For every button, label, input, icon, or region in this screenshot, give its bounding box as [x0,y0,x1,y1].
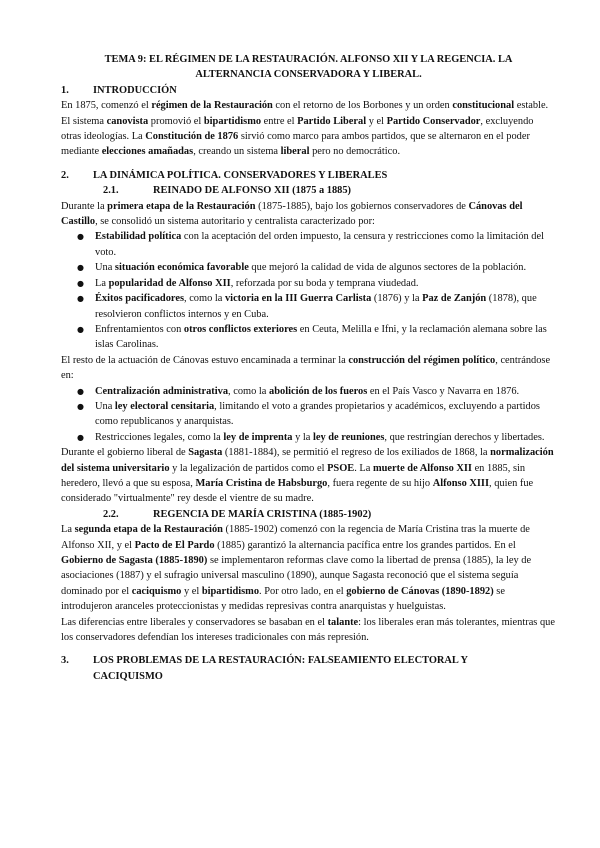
bold-term: ley electoral censitaria [114,400,215,412]
bold-term: Paz de Zanjón [422,293,487,305]
title-line-2: ALTERNANCIA CONSERVADORA Y LIBERAL. [195,69,422,81]
bold-term: ley de reuniones [312,431,385,443]
bold-term: elecciones amañadas [101,146,194,158]
section-2-heading [61,168,556,183]
bold-term: ley de imprenta [223,431,293,443]
subsection-2-2-paragraph-2: Las diferencias entre liberales y conservadores se basaban en el talante: los liberales eran más tolerantes, mientras que los conservadores defendían los intereses tradicionales con más represión. [61,616,555,644]
bold-term: victoria en la III Guerra Carlista [224,293,372,305]
characteristics-list [61,229,556,352]
subsection-2-2-heading [61,507,556,522]
bold-term: PSOE [327,462,355,474]
bold-term: Éxitos pacificadores [95,293,184,305]
list-item: ● Estabilidad política con la aceptación del orden impuesto, la censura y restricciones como la limitación del voto. [61,229,556,260]
section-3-title [93,653,468,684]
subsection-2-1-intro: Durante la primera etapa de la Restauración (1875-1885), bajo los gobiernos conservadores de Cánovas del Castillo, se consolidó un sistema autoritario y centralista caracterizado por: [61,200,523,228]
bold-term: muerte de Alfonso XII [372,462,472,474]
bold-term: María Cristina de Habsburgo [195,477,328,489]
section-3-heading [61,653,556,684]
bold-term: bipartidismo [203,115,262,127]
section-3-number: 3. [61,655,69,667]
section-1-heading [61,83,556,98]
bold-term: caciquismo [131,585,182,597]
list-item: ● Una ley electoral censitaria, limitando el voto a grandes propietarios y académicos, excluyendo a partidos como republicanos y anarquistas. [61,399,556,430]
subsection-2-1-heading [61,183,556,198]
subsection-2-2-title: REGENCIA DE MARÍA CRISTINA (1885-1902) [153,508,372,520]
bold-term: liberal [280,146,310,158]
subsection-2-1-number: 2.1. [103,185,119,197]
list-item: ● La popularidad de Alfonso XII, reforzada por su boda y temprana viudedad. [61,276,556,291]
section-2-number: 2. [61,169,69,181]
section-1-paragraph: En 1875, comenzó el régimen de la Restauración con el retorno de los Borbones y un orden constitucional estable. El sistema canovista promovió el bipartidismo entre el Partido Liberal y el Partido Conservador, excluyendo otras ideologías. La Constitución de 1876 sirvió como marco para ambos partidos, que se alternaron en el poder mediante elecciones amañadas, creando un sistema liberal pero no democrático. [61,100,549,158]
bold-term: popularidad de Alfonso XII [108,277,231,289]
bold-term: abolición de los fueros [269,385,368,397]
bold-term: Cánovas del Castillo [61,200,523,228]
bold-term: talante [327,616,359,628]
document-title [61,52,556,83]
bold-term: bipartidismo [201,585,260,597]
bold-term: segunda etapa de la Restauración [74,524,223,536]
bold-term: Gobierno de Sagasta (1885-1890) [61,555,208,566]
section-2-title: LA DINÁMICA POLÍTICA. CONSERVADORES Y LIBERALES [93,169,388,181]
bold-term: Estabilidad política [95,231,182,243]
bold-term: otros conflictos exteriores [183,323,298,335]
bold-term: Centralización administrativa [95,385,229,397]
section-1-title: INTRODUCCIÓN [93,84,177,96]
subsection-2-1-mid: El resto de la actuación de Cánovas estuvo encaminada a terminar la construcción del régimen político, centrándose en: [61,354,551,382]
section-3-title-line-1: LOS PROBLEMAS DE LA RESTAURACIÓN: FALSEAMIENTO ELECTORAL Y [93,655,468,667]
bold-term: constitucional [452,100,515,112]
subsection-2-1-title: REINADO DE ALFONSO XII (1875 a 1885) [153,185,352,197]
bold-term: Sagasta [188,447,223,459]
list-item: ● Restricciones legales, como la ley de imprenta y la ley de reuniones, que restringían derechos y libertades. [61,430,556,445]
bold-term: gobierno de Cánovas (1890-1892) [346,585,494,597]
list-item: ● Centralización administrativa, como la abolición de los fueros en el País Vasco y Navarra en 1876. [61,384,556,399]
subsection-2-2-number: 2.2. [103,508,119,520]
bold-term: primera etapa de la Restauración [107,200,256,212]
bold-term: Constitución de 1876 [145,131,239,143]
list-item: ● Éxitos pacificadores, como la victoria en la III Guerra Carlista (1876) y la Paz de Zanjón (1878), que resolvieron conflictos internos y en Cuba. [61,291,556,322]
bold-term: situación económica favorable [114,262,249,274]
title-line-1: TEMA 9: EL RÉGIMEN DE LA RESTAURACIÓN. ALFONSO XII Y LA REGENCIA. LA [104,54,513,65]
section-1-number: 1. [61,84,69,96]
section-3-title-line-2: CACIQUISMO [93,670,163,682]
bold-term: Alfonso XIII [432,477,489,489]
subsection-2-1-outro: Durante el gobierno liberal de Sagasta (1881-1884), se permitió el regreso de los exiliados de 1868, la normalización del sistema universitario y la legalización de partidos como el PSOE. La muerte de Alfonso XII en 1885, sin heredero, llevó a que su esposa, María Cristina de Habsburgo, fuera regente de su hijo Alfonso XIII, quien fue considerado "virtualmente" rey desde el vientre de su madre. [61,447,554,505]
list-item: ● Enfrentamientos con otros conflictos exteriores en Ceuta, Melilla e Ifni, y la reclamación alemana sobre las islas Carolinas. [61,322,556,353]
political-construction-list [61,384,556,446]
bold-term: régimen de la Restauración [151,100,273,112]
subsection-2-2-paragraph-1: La segunda etapa de la Restauración (1885-1902) comenzó con la regencia de María Cristina tras la muerte de Alfonso XII, y el Pacto de El Pardo (1885) garantizó la alternancia pacífica entre los grandes partidos. En el Gobierno de Sagasta (1885-1890) se implementaron reformas clave como la libertad de prensa (1885), la ley de asociaciones (1887) y el sufragio universal masculino (1890), aunque Sagasta reconoció que el sistema seguía dominado por el caciquismo y el bipartidismo. Por otro lado, en el gobierno de Cánovas (1890-1892) se introdujeron aranceles proteccionistas y medidas represivas contra anarquistas y huelguistas. [61,524,532,613]
list-item: ● Una situación económica favorable que mejoró la calidad de vida de algunos sectores de la población. [61,260,556,275]
bold-term: Partido Liberal [297,115,367,127]
bold-term: normalización del sistema universitario [61,447,554,474]
bold-term: Partido Conservador [386,115,481,127]
bold-term: construcción del régimen político [348,354,496,366]
bold-term: canovista [106,115,149,127]
bold-term: Pacto de El Pardo [134,539,215,551]
